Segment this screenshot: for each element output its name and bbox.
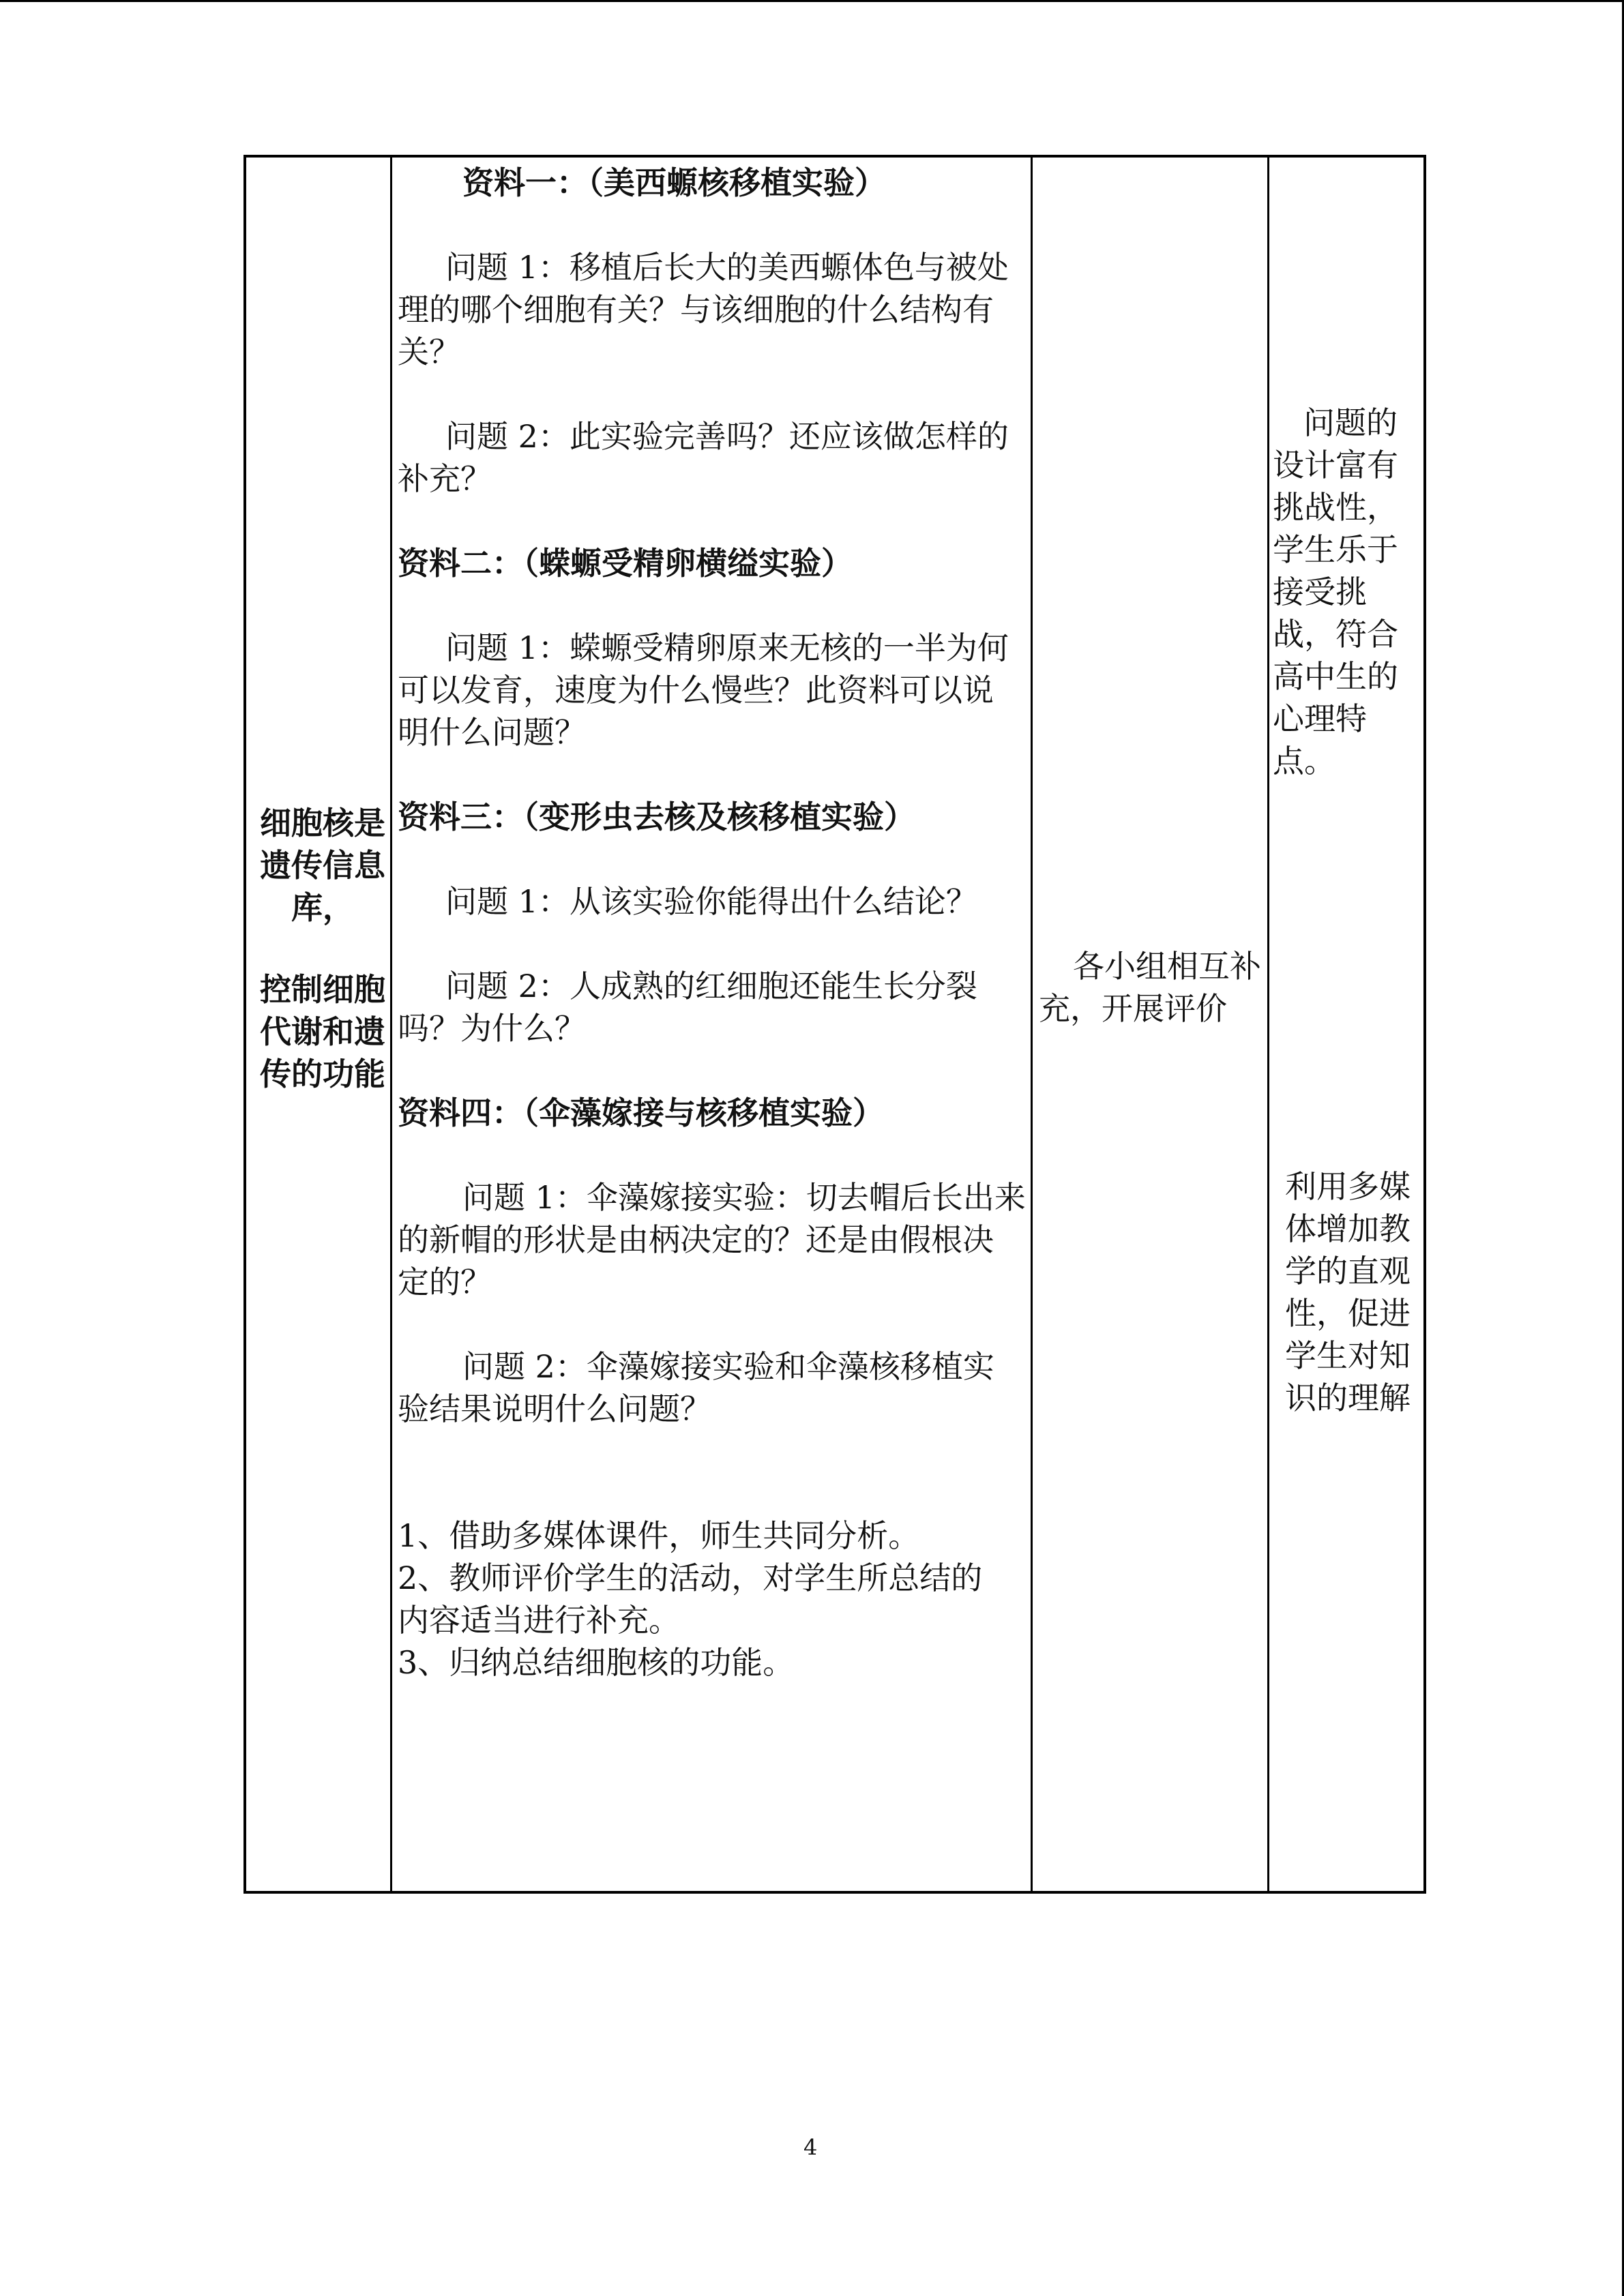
question-text: 问题 2：此实验完善吗？还应该做怎样的 — [445, 418, 1009, 455]
material-2-title: 资料二：（蝾螈受精卵横缢实验） — [398, 545, 853, 582]
step-item: 内容适当进行补充。 — [398, 1602, 680, 1639]
page-top-edge — [0, 0, 1624, 2]
page-number: 4 — [803, 2134, 818, 2160]
question-text: 吗？为什么？ — [398, 1010, 586, 1047]
topic-line: 细胞核是 — [260, 805, 385, 841]
lesson-table — [243, 155, 1426, 1894]
activity-line: 各小组相互补 — [1073, 948, 1261, 985]
intent-line: 学的直观 — [1285, 1253, 1411, 1289]
question-text: 问题 2：人成熟的红细胞还能生长分裂 — [445, 968, 977, 1004]
question-text: 问题 1：从该实验你能得出什么结论？ — [445, 883, 977, 920]
column-divider-2 — [1031, 158, 1033, 1891]
material-3-title: 资料三：（变形虫去核及核移植实验） — [398, 799, 915, 835]
question-text: 问题 1：移植后长大的美西螈体色与被处 — [445, 249, 1009, 286]
topic-cell — [254, 802, 391, 1095]
question-text: 理的哪个细胞有关？与该细胞的什么结构有 — [398, 291, 994, 328]
question-text: 定的？ — [398, 1264, 492, 1300]
question-text: 验结果说明什么问题？ — [398, 1390, 711, 1427]
question-text: 问题 1：伞藻嫁接实验：切去帽后长出来 — [462, 1179, 1026, 1216]
intent-line: 设计富有 — [1273, 447, 1398, 483]
intent-line: 学生对知 — [1285, 1337, 1411, 1374]
intent-line: 利用多媒 — [1285, 1168, 1411, 1205]
material-1-title: 资料一：（美西螈核移植实验） — [462, 164, 886, 201]
question-text: 问题 1：蝾螈受精卵原来无核的一半为何 — [445, 629, 1009, 666]
intent-line: 体增加教 — [1285, 1210, 1411, 1247]
step-item: 3、归纳总结细胞核的功能。 — [398, 1644, 795, 1681]
topic-line: 控制细胞 — [260, 971, 385, 1008]
question-text: 关？ — [398, 333, 460, 370]
question-text: 的新帽的形状是由柄决定的？还是由假根决 — [398, 1221, 994, 1258]
intent-line: 学生乐于 — [1273, 531, 1398, 568]
intent-line: 战，符合 — [1273, 616, 1398, 653]
student-activity-cell — [1039, 945, 1271, 1030]
intent-line: 挑战性， — [1273, 489, 1398, 526]
material-4-title: 资料四：（伞藻嫁接与核移植实验） — [398, 1094, 884, 1131]
step-item: 2、教师评价学生的活动，对学生所总结的 — [398, 1560, 983, 1596]
intent-line: 问题的 — [1303, 404, 1398, 441]
intent-line: 性，促进 — [1285, 1295, 1411, 1332]
question-text: 明什么问题？ — [398, 714, 586, 751]
teaching-content-cell — [398, 158, 1029, 1684]
design-intent-cell-1 — [1273, 402, 1413, 782]
intent-line: 识的理解 — [1285, 1380, 1411, 1416]
intent-line: 接受挑 — [1273, 573, 1367, 610]
design-intent-cell-2 — [1273, 1165, 1425, 1419]
topic-line: 代谢和遗 — [260, 1013, 385, 1050]
topic-line: 库， — [291, 889, 354, 926]
step-item: 1、借助多媒体课件，师生共同分析。 — [398, 1517, 920, 1554]
topic-line: 遗传信息 — [260, 847, 385, 884]
intent-line: 心理特 — [1273, 700, 1367, 737]
intent-line: 高中生的 — [1273, 658, 1398, 695]
activity-line: 充，开展评价 — [1039, 990, 1227, 1027]
topic-line: 传的功能 — [260, 1056, 385, 1092]
question-text: 可以发育，速度为什么慢些？此资料可以说 — [398, 672, 994, 709]
question-text: 补充？ — [398, 460, 492, 497]
intent-line: 点。 — [1273, 743, 1335, 779]
question-text: 问题 2：伞藻嫁接实验和伞藻核移植实 — [462, 1348, 994, 1385]
